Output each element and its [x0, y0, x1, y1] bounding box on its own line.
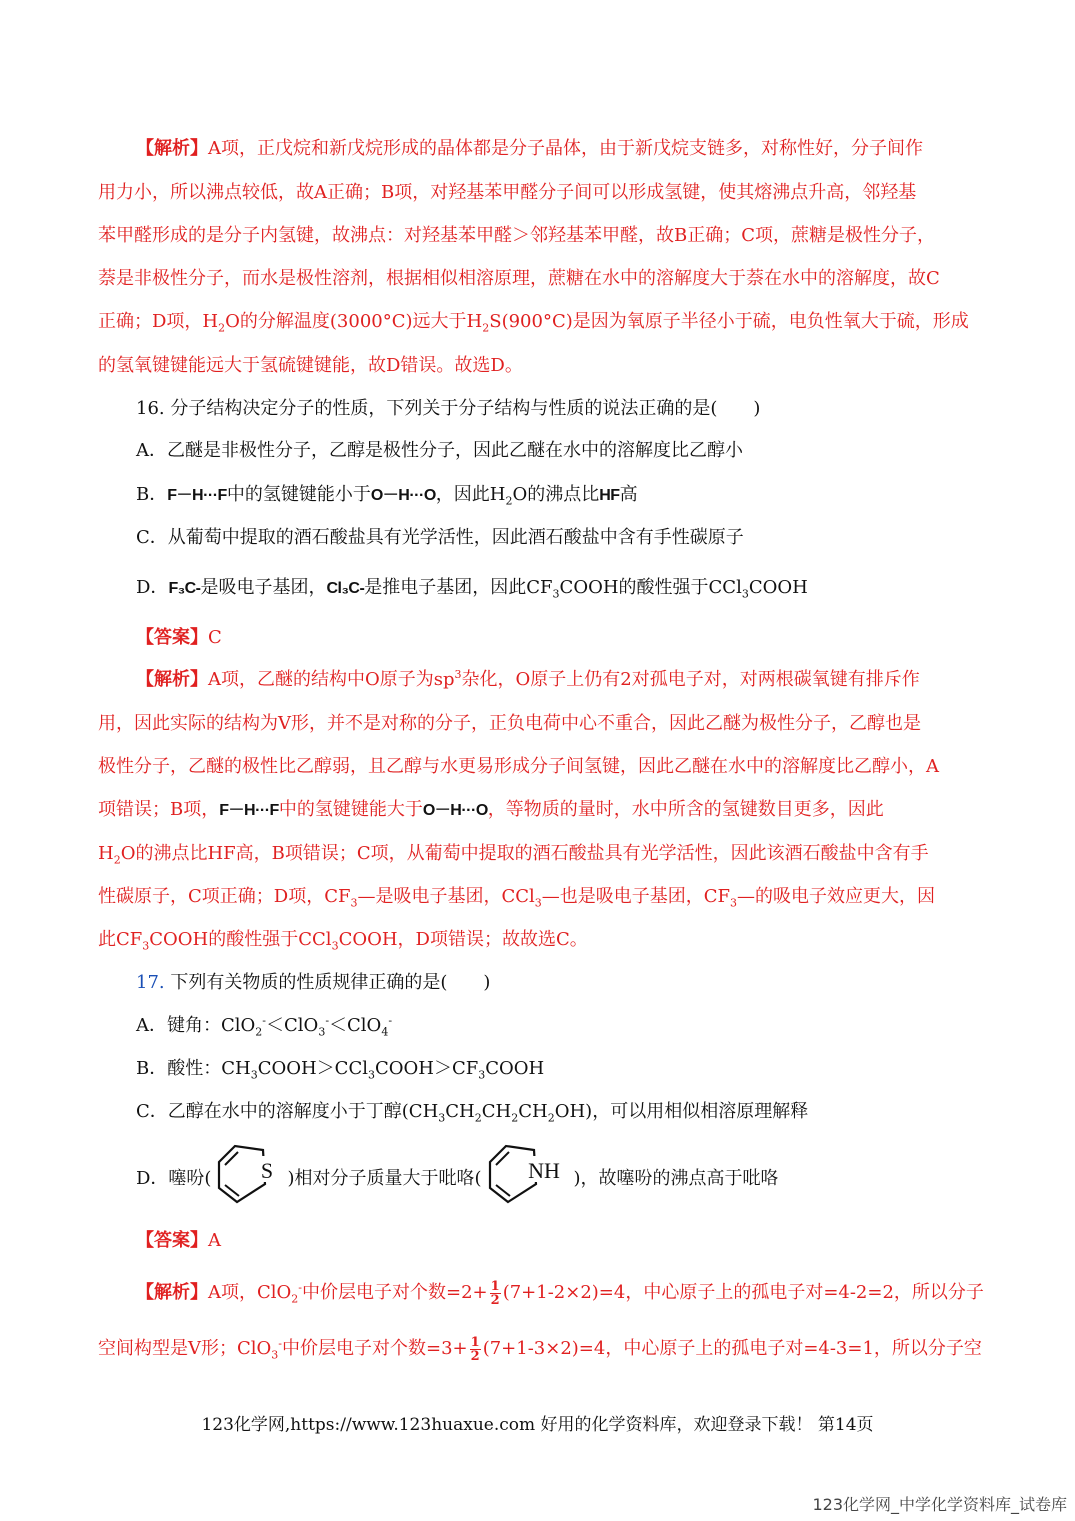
- question-number: 17.: [136, 972, 165, 993]
- hydrogen-bond-formula: F－H···F: [167, 487, 227, 504]
- q15-explanation-line-5: 正确；D项，$H_2O$的分解温度(3000°C)远大于$H_2S(900^\circ C)$是因为氧原子半径小于硫，电负性氧大于硫，形成: [98, 311, 969, 335]
- fraction: $\frac{1}{2}$: [470, 1334, 480, 1364]
- q16-explanation-line-2: 用，因此实际的结构为V形，并不是对称的分子，正负电荷中心不重合，因此乙醚为极性分子，乙醇也是: [98, 713, 921, 734]
- q16-option-c: C．从葡萄中提取的酒石酸盐具有光学活性，因此酒石酸盐中含有手性碳原子: [136, 527, 744, 548]
- q16-explanation-line-6: 性碳原子，C项正确；D项，$CF_3—$是吸电子基团，CCl$_3$—也是吸电子基团，$CF_3—$的吸电子效应更大，因: [98, 886, 936, 910]
- q15-explanation-line-1: 【解析】A项，正戊烷和新戊烷形成的晶体都是分子晶体，由于新戊烷支链多，对称性好，分子间作: [136, 138, 923, 159]
- q15-explanation-line-6: 的氢氧键键能远大于氢硫键键能，故D错误。故选D。: [98, 355, 523, 376]
- q17-option-b: B．酸性：$CH_3COOH>CCl_3COOH>CF_3COOH$: [136, 1058, 545, 1082]
- q16-option-d: D．F₃C-是吸电子基团，Cl₃C-是推电子基团，因此$CF_3COOH$的酸性强于CCl$_3$COOH: [136, 577, 808, 601]
- q17-option-c: C．乙醇在水中的溶解度小于丁醇$(CH_3CH_2CH_2CH_2OH)$，可以用相似相溶原理解释: [136, 1101, 809, 1125]
- q17-explanation-line-2: 空间构型是V形；ClO$_3$-中价层电子对个数=3+ $\frac{1}{2}$ (7+1-3×2)=4，中心原子上的孤电子对=4-3=1，所以分子空: [98, 1334, 982, 1364]
- group-formula: Cl₃C-: [326, 580, 365, 597]
- hydrogen-bond-formula: O－H···O: [370, 487, 436, 504]
- q17-answer: 【答案】A: [136, 1230, 221, 1251]
- page-footer: 123化学网,https://www.123huaxue.com 好用的化学资料库，欢迎登录下载！ 第14页: [201, 1415, 874, 1435]
- q16-explanation-line-1: 【解析】A项，乙醚的结构中O原子为$sp^3$杂化，O原子上仍有2对孤电子对，对两根碳氧键有排斥作: [136, 668, 920, 690]
- sulfur-label: S: [261, 1158, 274, 1183]
- q16-option-a: A．乙醚是非极性分子，乙醇是极性分子，因此乙醚在水中的溶解度比乙醇小: [136, 440, 743, 461]
- q17-option-d: D．噻吩( S )相对分子质量大于吡咯( NH )，故噻吩的沸点高于吡咯: [136, 1140, 987, 1212]
- q16-explanation-line-5: $H_2O$的沸点比HF高，B项错误；C项，从葡萄中提取的酒石酸盐具有光学活性，因此该酒石酸盐中含有手: [98, 843, 929, 867]
- q17-option-a: A．键角：ClO$_2$-＜ClO$_3$-＜ClO$_4$-: [136, 1014, 393, 1039]
- fraction: $\frac{1}{2}$: [490, 1278, 500, 1308]
- q16-explanation-line-3: 极性分子，乙醚的极性比乙醇弱，且乙醇与水更易形成分子间氢键，因此乙醚在水中的溶解度比乙醇小，A: [98, 756, 939, 777]
- q16-answer: 【答案】C: [136, 627, 222, 648]
- q15-explanation-line-4: 萘是非极性分子，而水是极性溶剂，根据相似相溶原理，蔗糖在水中的溶解度大于萘在水中的溶解度，故C: [98, 268, 940, 289]
- nh-label: NH: [527, 1158, 560, 1183]
- explanation-label: 【解析】: [136, 138, 208, 159]
- q16-explanation-line-4: 项错误；B项，F－H···F中的氢键键能大于O－H···O，等物质的量时，水中所含的氢键数目更多，因此: [98, 799, 884, 820]
- question-number: 16.: [136, 398, 165, 419]
- group-formula: F₃C-: [168, 580, 201, 597]
- watermark: 123化学网_中学化学资料库_试卷库: [812, 1495, 1067, 1514]
- q15-explanation-line-2: 用力小，所以沸点较低，故A正确；B项，对羟基苯甲醛分子间可以形成氢键，使其熔沸点升高，邻羟基: [98, 182, 917, 203]
- pyrrole-structure: [482, 1140, 574, 1218]
- thiophene-structure: [211, 1140, 287, 1218]
- q17-explanation-line-1: 【解析】A项，ClO$_2$-中价层电子对个数=2+ $\frac{1}{2}$ (7+1-2×2)=4，中心原子上的孤电子对=4-2=2，所以分子: [136, 1278, 984, 1308]
- q17-stem: 17. 下列有关物质的性质规律正确的是( ): [136, 972, 491, 993]
- q15-explanation-line-3: 苯甲醛形成的是分子内氢键，故沸点：对羟基苯甲醛＞邻羟基苯甲醛，故B正确；C项，蔗糖是极性分子，: [98, 225, 935, 246]
- q16-stem: 16. 分子结构决定分子的性质，下列关于分子结构与性质的说法正确的是( ): [136, 398, 761, 419]
- q16-explanation-line-7: 此$CF_3COOH$的酸性强于CCl$_3$COOH，D项错误；故故选C。: [98, 929, 588, 953]
- q16-option-b: B．F－H···F中的氢键键能小于O－H···O，因此$H_2O$的沸点比HF高: [136, 484, 638, 508]
